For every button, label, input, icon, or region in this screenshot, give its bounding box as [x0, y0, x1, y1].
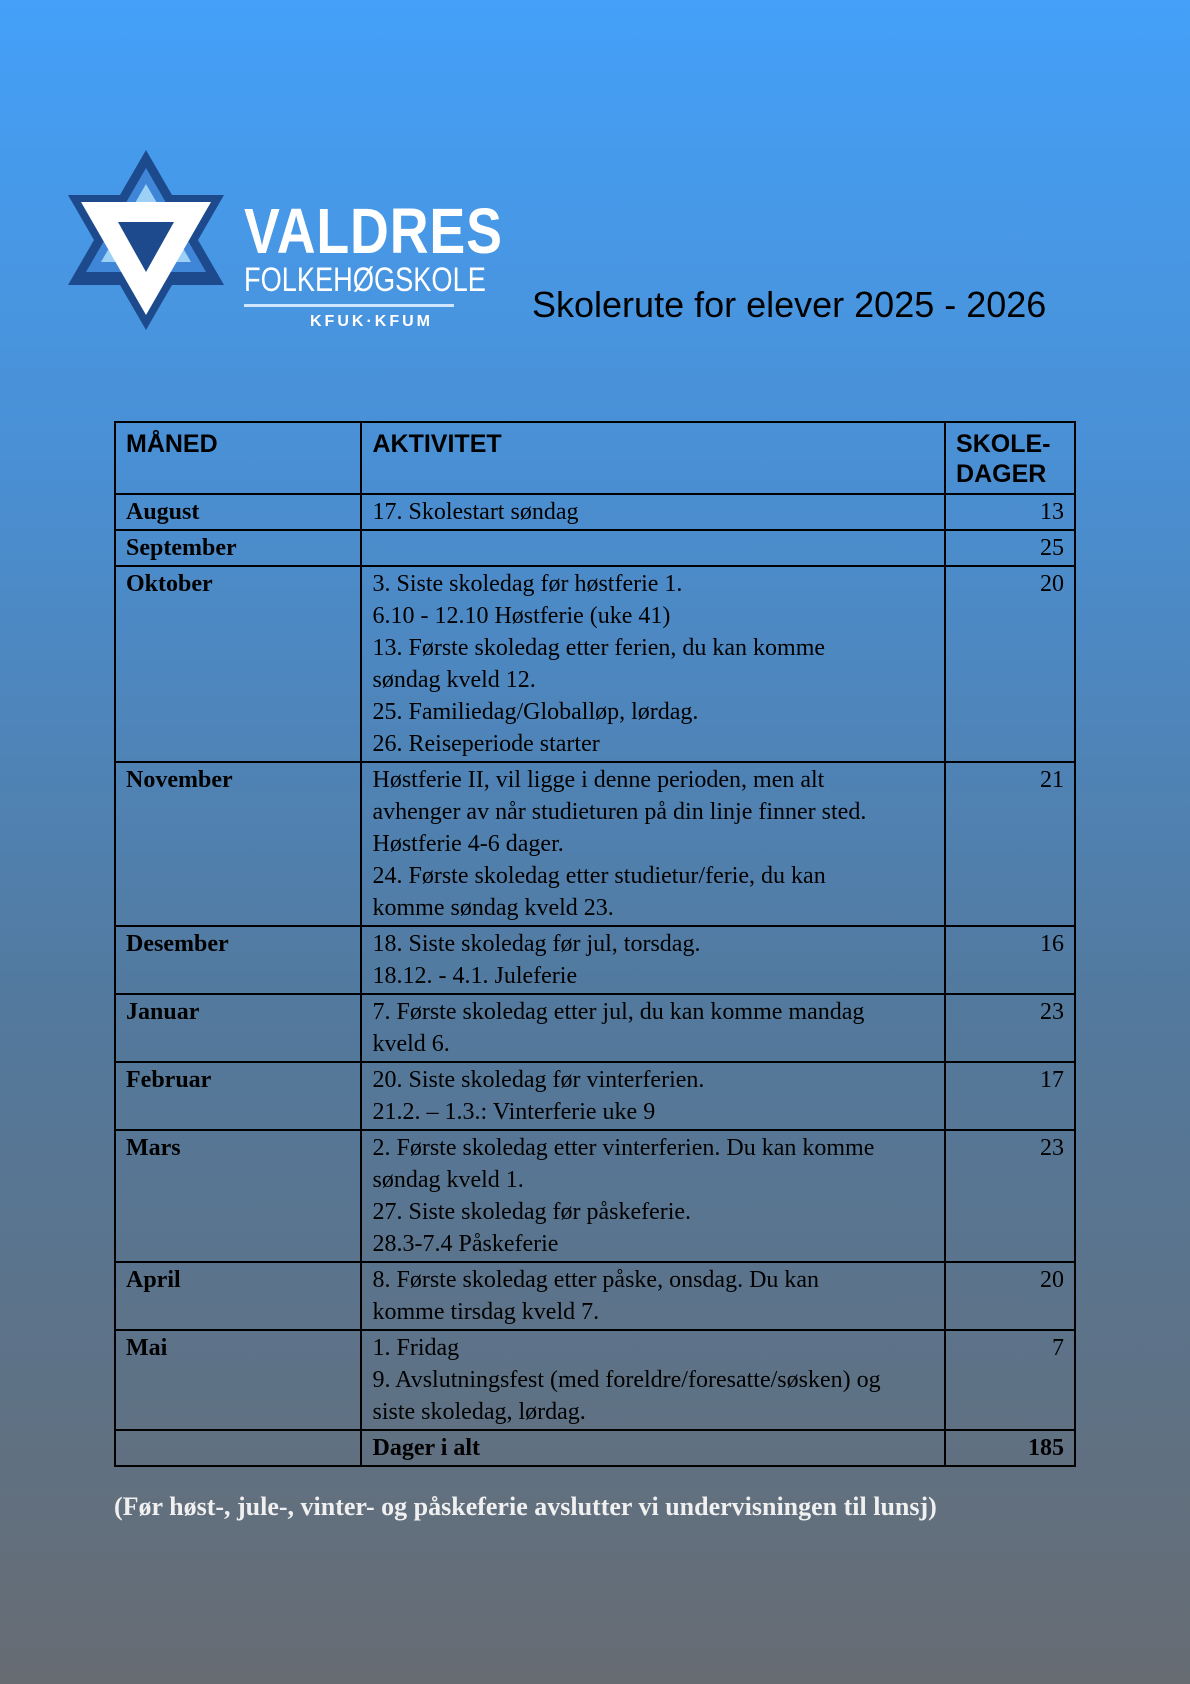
activity-line: 26. Reiseperiode starter: [372, 731, 600, 757]
month-cell: September: [115, 530, 361, 566]
activity-cell: [361, 1130, 945, 1262]
table-row: [115, 1062, 1075, 1130]
logo-emblem-icon: [56, 150, 236, 330]
activity-line: søndag kveld 1.: [372, 1167, 524, 1193]
activity-line: siste skoledag, lørdag.: [372, 1399, 586, 1425]
activity-line: 7. Første skoledag etter jul, du kan komme mandag: [372, 999, 865, 1025]
brand-name: VALDRES: [244, 195, 503, 267]
days-cell: 7: [945, 1330, 1075, 1430]
activity-cell: [361, 530, 945, 566]
activity-line: Høstferie 4-6 dager.: [372, 831, 564, 857]
activity-cell: [361, 1062, 945, 1130]
activity-line: avhenger av når studieturen på din linje finner sted.: [372, 799, 867, 825]
header-days-line2: DAGER: [956, 460, 1047, 488]
activity-line: 27. Siste skoledag før påskeferie.: [372, 1199, 692, 1225]
activity-line: 20. Siste skoledag før vinterferien.: [372, 1067, 705, 1093]
activity-cell: [361, 762, 945, 926]
table-row: [115, 1330, 1075, 1430]
activity-line: Høstferie II, vil ligge i denne perioden, men alt: [372, 767, 825, 793]
activity-line: komme søndag kveld 23.: [372, 895, 614, 921]
activity-line: 25. Familiedag/Globalløp, lørdag.: [372, 699, 699, 725]
days-cell: 16: [945, 926, 1075, 994]
activity-cell: [361, 494, 945, 530]
activity-line: 2. Første skoledag etter vinterferien. Du kan komme: [372, 1135, 875, 1161]
activity-line: 17. Skolestart søndag: [372, 499, 579, 525]
month-cell: Mai: [115, 1330, 361, 1430]
brand-org: KFUK·KFUM: [310, 313, 433, 330]
header-days: [945, 422, 1075, 494]
brand-subtitle: FOLKEHØGSKOLE: [244, 261, 486, 299]
month-cell: Desember: [115, 926, 361, 994]
activity-line: 1. Fridag: [372, 1335, 460, 1361]
table-row: [115, 1130, 1075, 1262]
month-cell: April: [115, 1262, 361, 1330]
activity-line: 21.2. – 1.3.: Vinterferie uke 9: [372, 1099, 656, 1125]
page-title: Skolerute for elever 2025 - 2026: [532, 284, 1047, 325]
activity-line: 3. Siste skoledag før høstferie 1.: [372, 571, 683, 597]
school-logo: [56, 150, 503, 335]
activity-line: 18. Siste skoledag før jul, torsdag.: [372, 931, 701, 957]
total-row: [115, 1430, 1075, 1466]
activity-line: søndag kveld 12.: [372, 667, 536, 693]
activity-line: komme tirsdag kveld 7.: [372, 1299, 600, 1325]
activity-line: kveld 6.: [372, 1031, 450, 1057]
table-row: [115, 494, 1075, 530]
table-row: [115, 926, 1075, 994]
table-header-row: [115, 422, 1075, 494]
activity-cell: [361, 926, 945, 994]
days-cell: 23: [945, 994, 1075, 1062]
activity-line: 24. Første skoledag etter studietur/ferie, du kan: [372, 863, 826, 889]
month-cell: August: [115, 494, 361, 530]
activity-cell: [361, 566, 945, 762]
header-activity: AKTIVITET: [361, 422, 945, 494]
table-row: [115, 1262, 1075, 1330]
table-row: [115, 994, 1075, 1062]
days-cell: 23: [945, 1130, 1075, 1262]
activity-line: 9. Avslutningsfest (med foreldre/foresatte/søsken) og: [372, 1367, 881, 1393]
activity-line: 8. Første skoledag etter påske, onsdag. Du kan: [372, 1267, 820, 1293]
month-cell: Oktober: [115, 566, 361, 762]
footnote: (Før høst-, jule-, vinter- og påskeferie avslutter vi undervisningen til lunsj): [114, 1492, 937, 1521]
activity-line: 13. Første skoledag etter ferien, du kan komme: [372, 635, 826, 661]
table-row: [115, 566, 1075, 762]
month-cell: Januar: [115, 994, 361, 1062]
activity-cell: [361, 1262, 945, 1330]
activity-line: 18.12. - 4.1. Juleferie: [372, 963, 578, 989]
brand-wordmark: [244, 195, 503, 331]
header-month: MÅNED: [115, 422, 361, 494]
total-days: 185: [945, 1430, 1075, 1466]
total-empty-cell: [115, 1430, 361, 1466]
total-label: Dager i alt: [361, 1430, 945, 1466]
days-cell: 17: [945, 1062, 1075, 1130]
table-row: [115, 530, 1075, 566]
days-cell: 13: [945, 494, 1075, 530]
days-cell: 25: [945, 530, 1075, 566]
activity-cell: [361, 994, 945, 1062]
month-cell: Mars: [115, 1130, 361, 1262]
table-row: [115, 762, 1075, 926]
activity-line: 28.3-7.4 Påskeferie: [372, 1231, 559, 1257]
month-cell: Februar: [115, 1062, 361, 1130]
days-cell: 21: [945, 762, 1075, 926]
month-cell: November: [115, 762, 361, 926]
days-cell: 20: [945, 566, 1075, 762]
header-days-line1: SKOLE-: [956, 430, 1051, 458]
activity-cell: [361, 1330, 945, 1430]
brand-divider: [244, 304, 454, 307]
schedule-table: [114, 421, 1076, 1467]
days-cell: 20: [945, 1262, 1075, 1330]
activity-line: 6.10 - 12.10 Høstferie (uke 41): [372, 603, 671, 629]
